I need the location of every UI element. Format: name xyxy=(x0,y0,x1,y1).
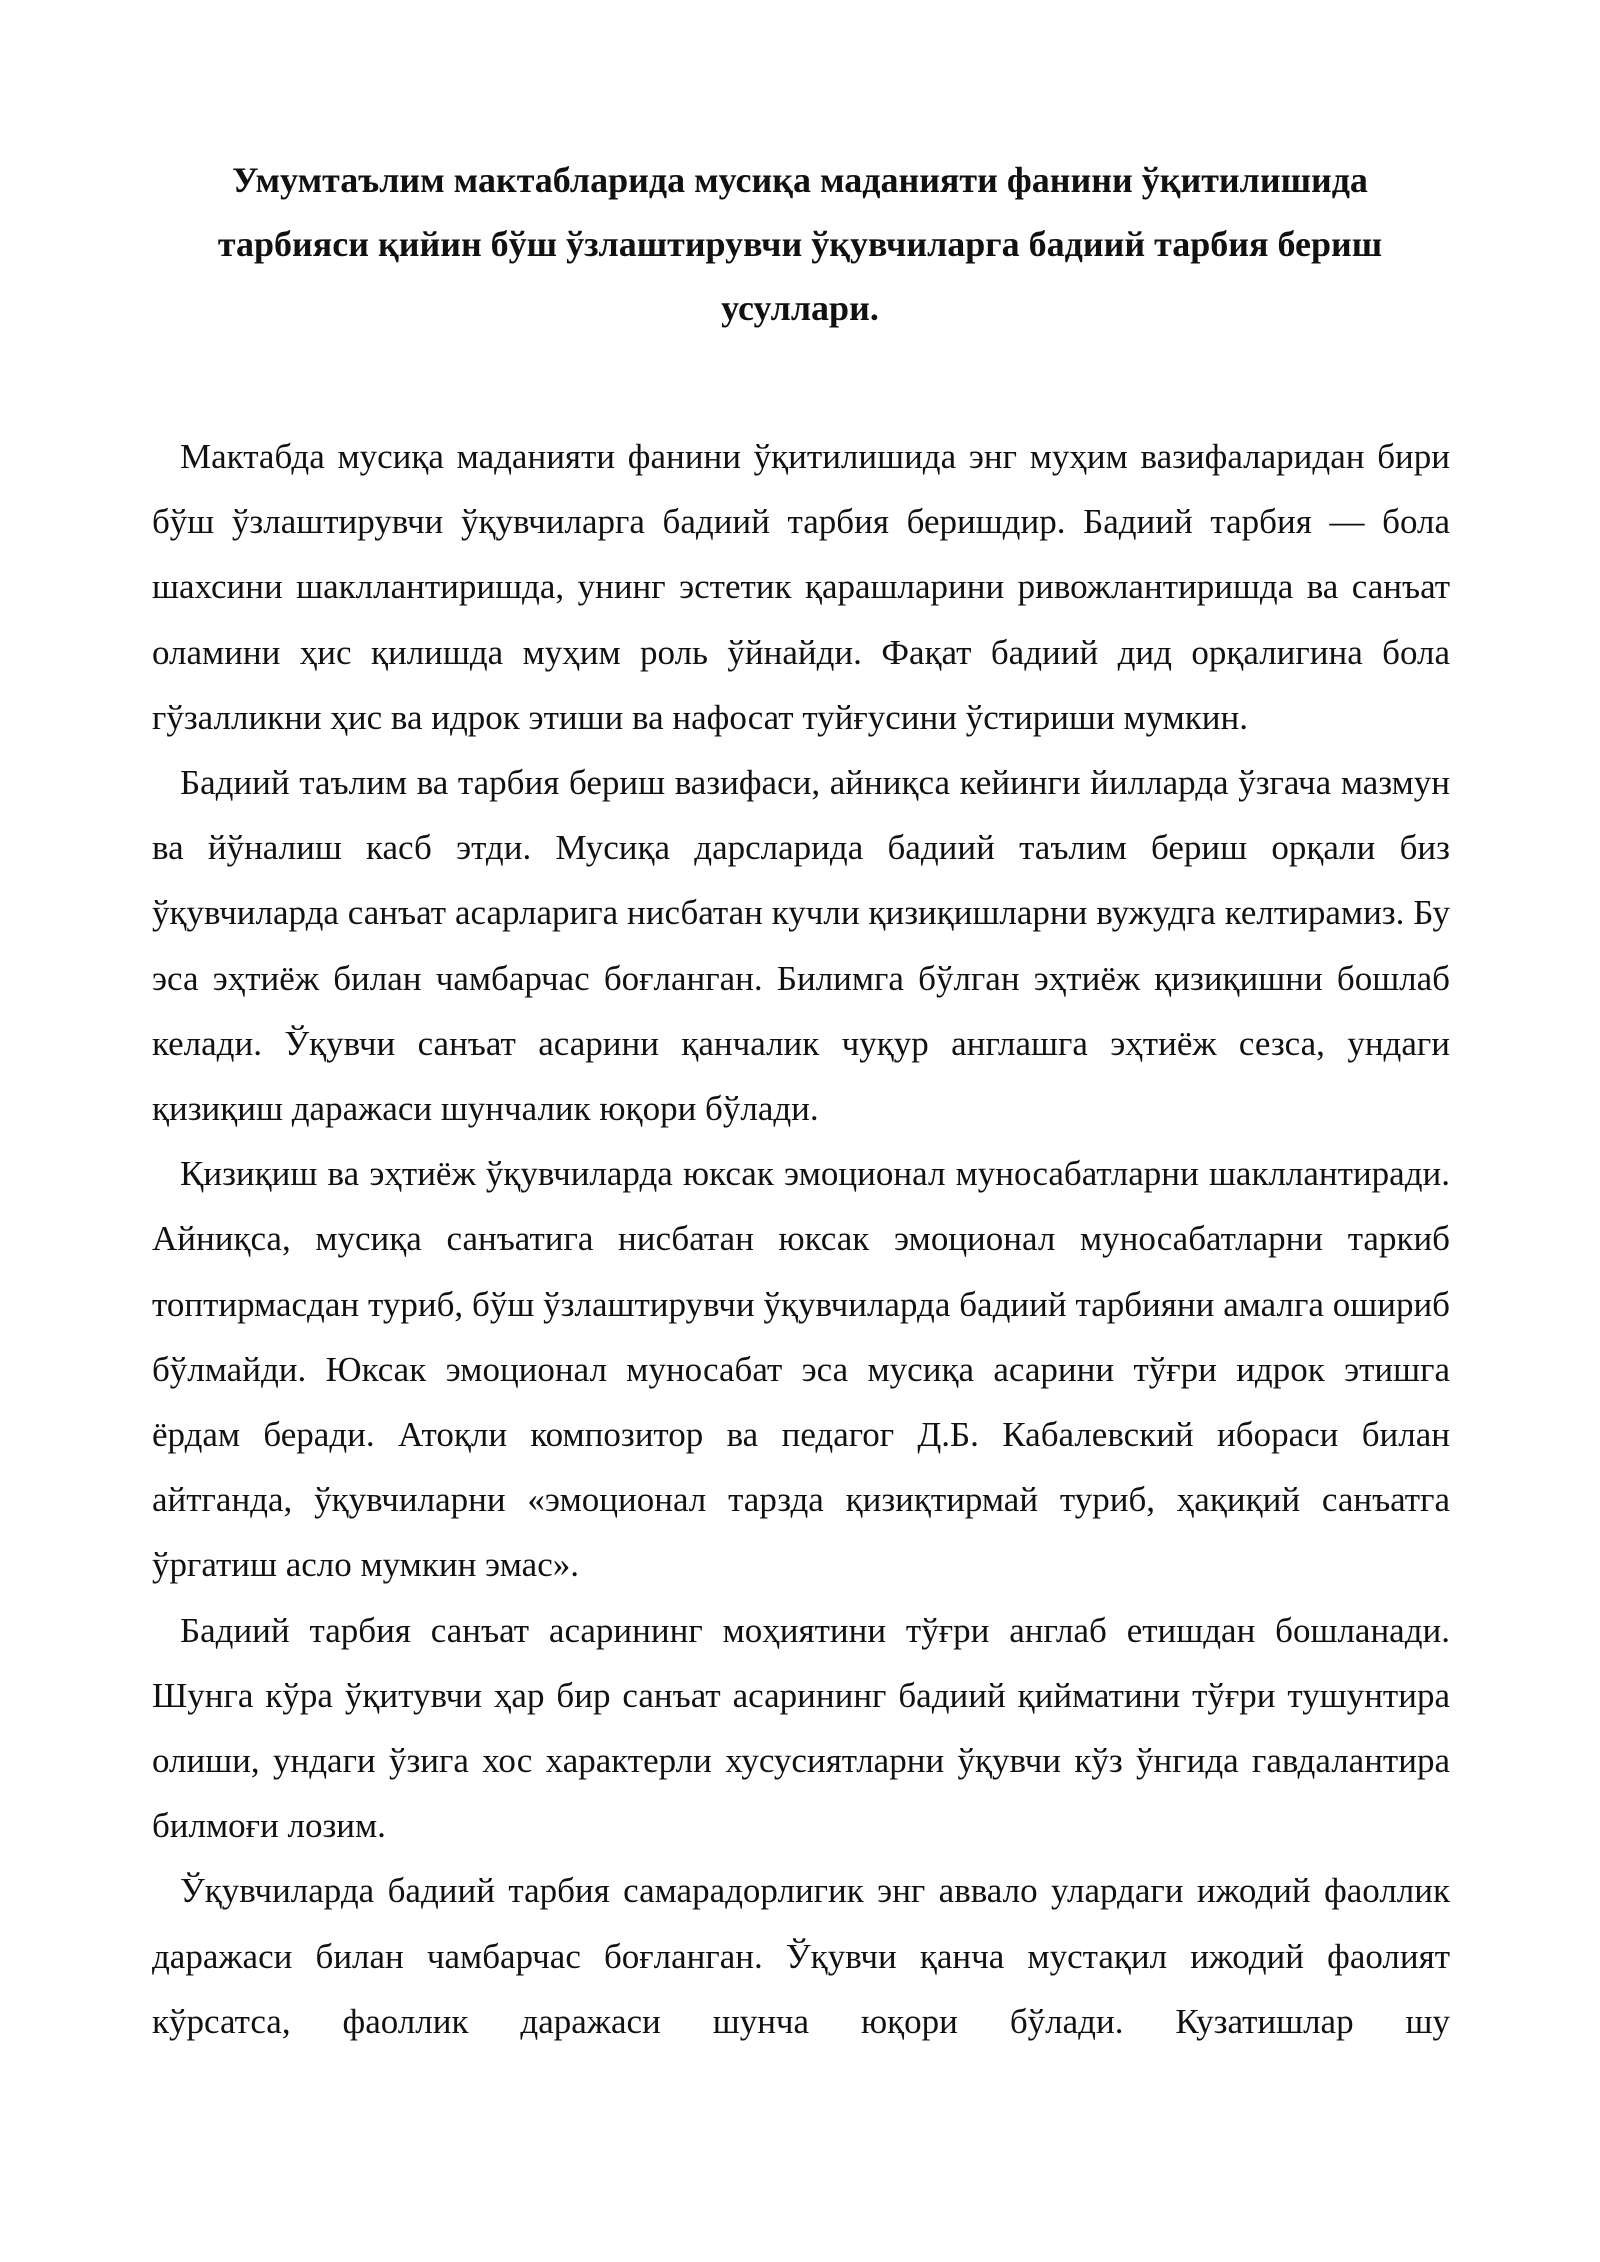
page-title: Умумтаълим мактабларида мусиқа маданияти фанини ўқитилишида тарбияси қийин бўш ўзлаштирувчи ўқувчиларга бадиий тарбия бериш усуллари. xyxy=(217,160,1383,328)
paragraph-1: Мактабда мусиқа маданияти фанини ўқитилишида энг муҳим вазифаларидан бири бўш ўзлаштирувчи ўқувчиларга бадиий тарбия беришдир. Бадиий тарбия — бола шахсини шакллантиришда, унинг эстетик қарашларини ривожлантиришда ва санъат оламини ҳис қилишда муҳим роль ўйнайди. Фақат бадиий дид орқалигина бола гўзалликни ҳис ва идрок этиши ва нафосат туйғусини ўстириши мумкин. xyxy=(152,437,1450,737)
paragraph-2: Бадиий таълим ва тарбия бериш вазифаси, айниқса кейинги йилларда ўзгача мазмун ва йўналиш касб этди. Мусиқа дарсларида бадиий таълим бериш орқали биз ўқувчиларда санъат асарларига нисбатан кучли қизиқишларни вужудга келтирамиз. Бу эса эҳтиёж билан чамбарчас боғланган. Билимга бўлган эҳтиёж қизиқишни бошлаб келади. Ўқувчи санъат асарини қанчалик чуқур англашга эҳтиёж сезса, ундаги қизиқиш даражаси шунчалик юқори бўлади. xyxy=(152,763,1450,1129)
document-body xyxy=(152,424,1450,2054)
paragraph-5: Ўқувчиларда бадиий тарбия самарадорлигик энг аввало улардаги ижодий фаоллик даражаси билан чамбарчас боғланган. Ўқувчи қанча мустақил ижодий фаолият кўрсатса, фаоллик даражаси шунча юқори бўлади. Кузатишлар шу xyxy=(152,1871,1450,2041)
paragraph-4: Бадиий тарбия санъат асарининг моҳиятини тўғри англаб етишдан бошланади. Шунга кўра ўқитувчи ҳар бир санъат асарининг бадиий қийматини тўғри тушунтира олиши, ундаги ўзига хос характерли хусусиятларни ўқувчи кўз ўнгида гавдалантира билмоғи лозим. xyxy=(152,1610,1450,1846)
paragraph-3: Қизиқиш ва эҳтиёж ўқувчиларда юксак эмоционал муносабатларни шакллантиради. Айниқса, мусиқа санъатига нисбатан юксак эмоционал муносабатларни таркиб топтирмасдан туриб, бўш ўзлаштирувчи ўқувчиларда бадиий тарбияни амалга ошириб бўлмайди. Юксак эмоционал муносабат эса мусиқа асарини тўғри идрок этишга ёрдам беради. Атоқли композитор ва педагог Д.Б. Кабалевский ибораси билан айтганда, ўқувчиларни «эмоционал тарзда қизиқтирмай туриб, ҳақиқий санъатга ўргатиш асло мумкин эмас». xyxy=(152,1154,1450,1585)
